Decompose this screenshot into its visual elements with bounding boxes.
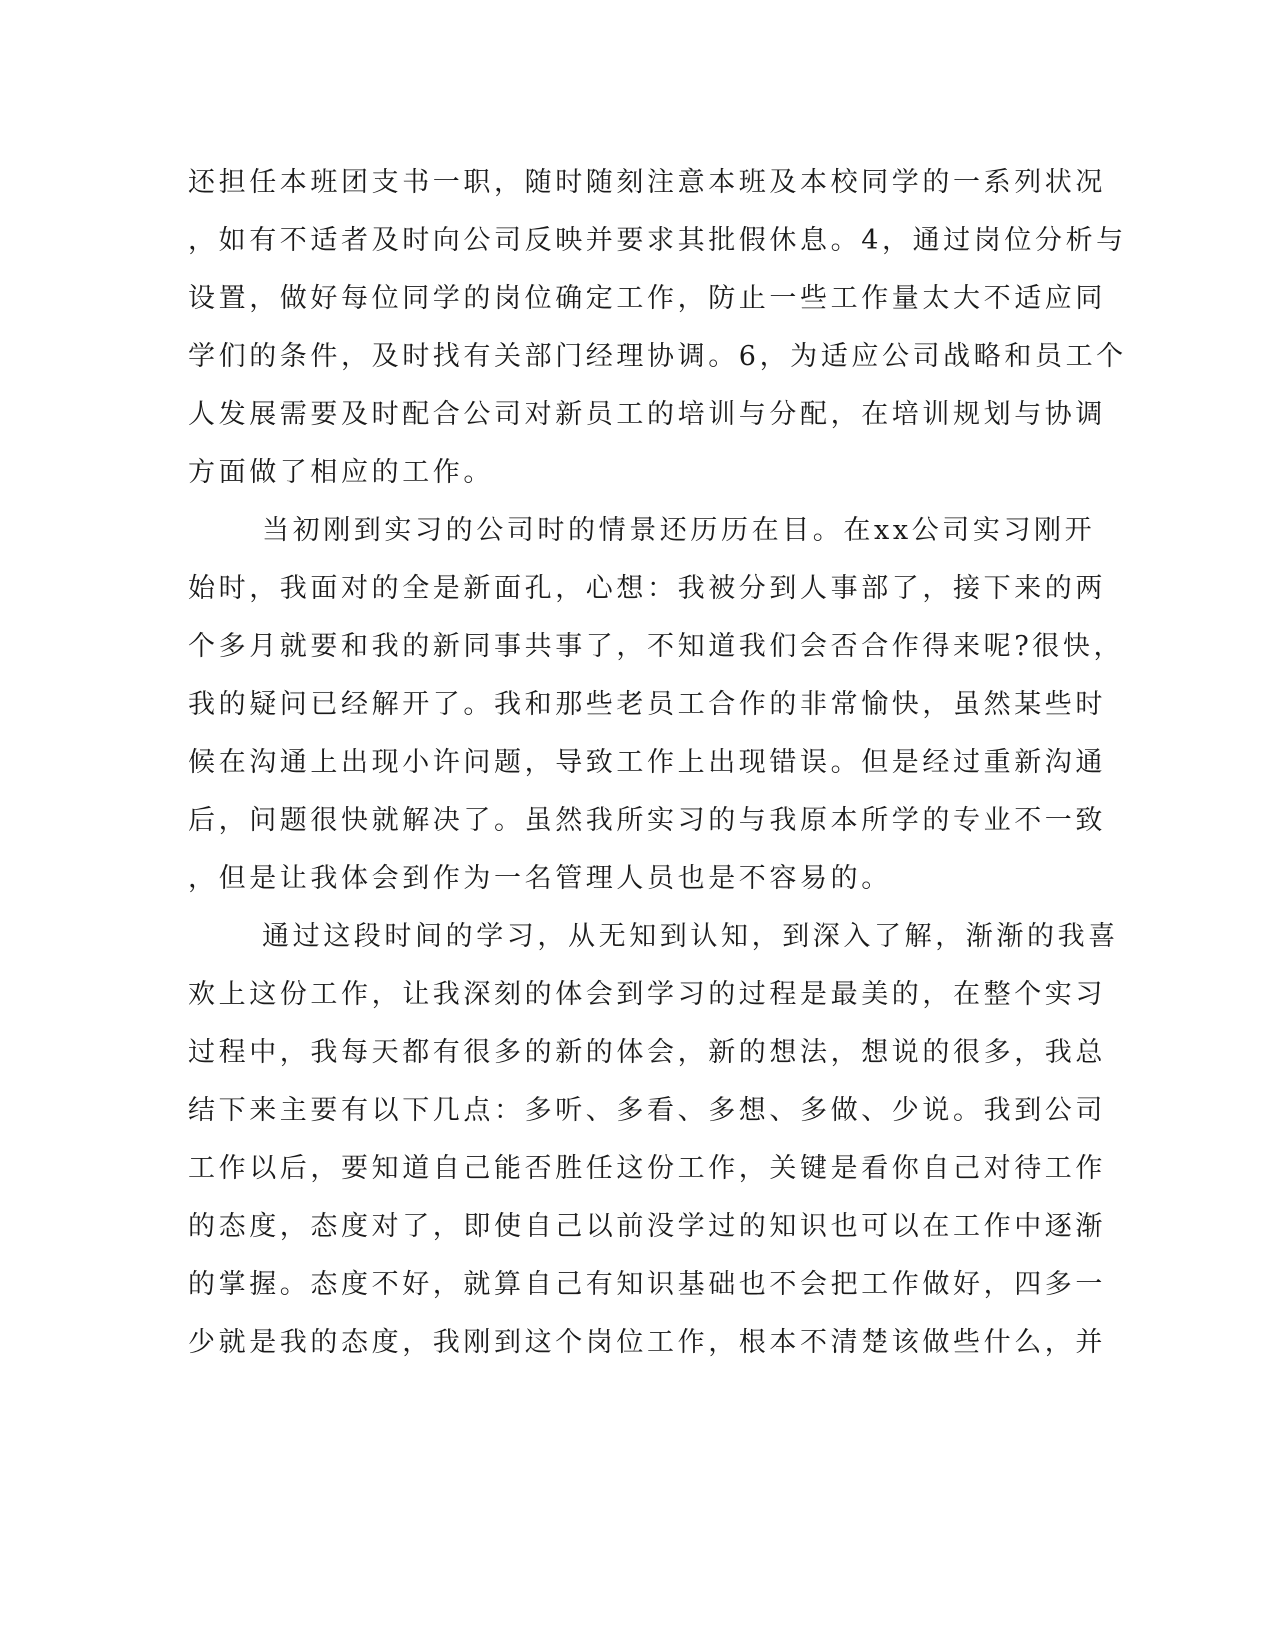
text-line: 设置，做好每位同学的岗位确定工作，防止一些工作量太大不适应同	[188, 283, 1106, 314]
text-line: 始时，我面对的全是新面孔，心想：我被分到人事部了，接下来的两	[188, 573, 1106, 604]
text-line: 我的疑问已经解开了。我和那些老员工合作的非常愉快，虽然某些时	[188, 689, 1106, 720]
text-line: 的掌握。态度不好，就算自己有知识基础也不会把工作做好，四多一	[188, 1269, 1106, 1300]
text-line: 人发展需要及时配合公司对新员工的培训与分配，在培训规划与协调	[188, 399, 1106, 430]
text-line: 欢上这份工作，让我深刻的体会到学习的过程是最美的，在整个实习	[188, 979, 1106, 1010]
text-line: ，如有不适者及时向公司反映并要求其批假休息。4，通过岗位分析与	[188, 225, 1127, 256]
text-line: 的态度，态度对了，即使自己以前没学过的知识也可以在工作中逐渐	[188, 1211, 1106, 1242]
text-line: 个多月就要和我的新同事共事了，不知道我们会否合作得来呢?很快，	[188, 631, 1125, 662]
text-line: 结下来主要有以下几点：多听、多看、多想、多做、少说。我到公司	[188, 1095, 1106, 1126]
text-line: 过程中，我每天都有很多的新的体会，新的想法，想说的很多，我总	[188, 1037, 1106, 1068]
text-line: 后，问题很快就解决了。虽然我所实习的与我原本所学的专业不一致	[188, 805, 1106, 836]
paragraph-first-line: 通过这段时间的学习，从无知到认知，到深入了解，渐渐的我喜	[262, 921, 1119, 952]
text-line: 还担任本班团支书一职，随时随刻注意本班及本校同学的一系列状况	[188, 167, 1106, 198]
text-line: 工作以后，要知道自己能否胜任这份工作，关键是看你自己对待工作	[188, 1153, 1106, 1184]
text-line: 方面做了相应的工作。	[188, 457, 494, 488]
text-line: 候在沟通上出现小许问题，导致工作上出现错误。但是经过重新沟通	[188, 747, 1106, 778]
text-line: 学们的条件，及时找有关部门经理协调。6，为适应公司战略和员工个	[188, 341, 1127, 372]
paragraph-first-line: 当初刚到实习的公司时的情景还历历在目。在xx公司实习刚开	[262, 515, 1096, 546]
text-line: ，但是让我体会到作为一名管理人员也是不容易的。	[188, 863, 892, 894]
text-line: 少就是我的态度，我刚到这个岗位工作，根本不清楚该做些什么，并	[188, 1327, 1106, 1358]
